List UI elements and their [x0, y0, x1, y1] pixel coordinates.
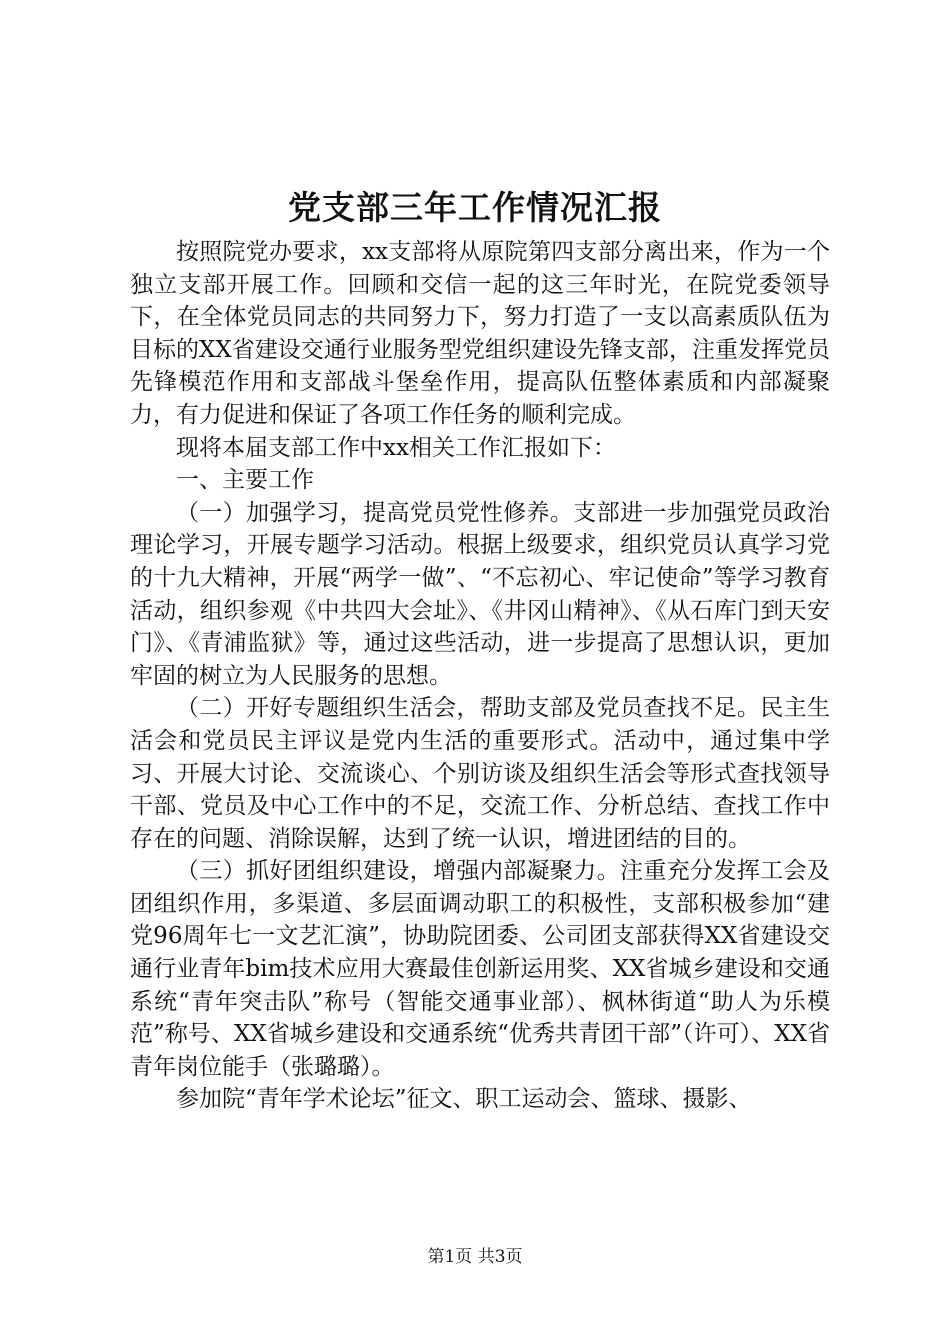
paragraph-item-1: （一）加强学习，提高党员党性修养。支部进一步加强党员政治理论学习，开展专题学习活动。根据上级要求，组织党员认真学习党的十九大精神，开展“两学一做”、“不忘初心、牢记使命”等学习教育活动，组织参观《中共四大会址》、《井冈山精神》、《从石库门到天安门》、《青浦监狱》等，通过这些活动，进一步提高了思想认识，更加牢固的树立为人民服务的思想。	[130, 499, 830, 689]
paragraph-continued: 参加院“青年学术论坛”征文、职工运动会、篮球、摄影、	[176, 1086, 752, 1113]
paragraph-item-2: （二）开好专题组织生活会，帮助支部及党员查找不足。民主生活会和党员民主评议是党内生活的重要形式。活动中，通过集中学习、开展大讨论、交流谈心、个别访谈及组织生活会等形式查找领导干部、党员及中心工作中的不足，交流工作、分析总结、查找工作中存在的问题、消除误解，达到了统一认识，增进团结的目的。	[130, 695, 830, 852]
paragraph-item-3: （三）抓好团组织建设，增强内部凝聚力。注重充分发挥工会及团组织作用，多渠道、多层面调动职工的积极性，支部积极参加“建党96周年七一文艺汇演”，协助院团委、公司团支部获得XX省建设交通行业青年bim技术应用大赛最佳创新运用奖、XX省城乡建设和交通系统“青年突击队”称号（智能交通事业部）、枫林街道“助人为乐模范”称号、XX省城乡建设和交通系统“优秀共青团干部”（许可）、XX省青年岗位能手（张璐璐）。	[130, 858, 830, 1080]
document-body	[130, 236, 830, 1116]
page-number-footer: 第1页 共3页	[427, 1247, 523, 1267]
paragraph-report-lead: 现将本届支部工作中xx相关工作汇报如下：	[176, 434, 616, 461]
document-title: 党支部三年工作情况汇报	[288, 188, 662, 227]
section-heading-main-work: 一、主要工作	[176, 467, 314, 494]
paragraph-intro: 按照院党办要求，xx支部将从原院第四支部分离出来，作为一个独立支部开展工作。回顾和交信一起的这三年时光，在院党委领导下，在全体党员同志的共同努力下，努力打造了一支以高素质队伍为目标的XX省建设交通行业服务型党组织建设先锋支部，注重发挥党员先锋模范作用和支部战斗堡垒作用，提高队伍整体素质和内部凝聚力，有力促进和保证了各项工作任务的顺利完成。	[130, 239, 830, 428]
